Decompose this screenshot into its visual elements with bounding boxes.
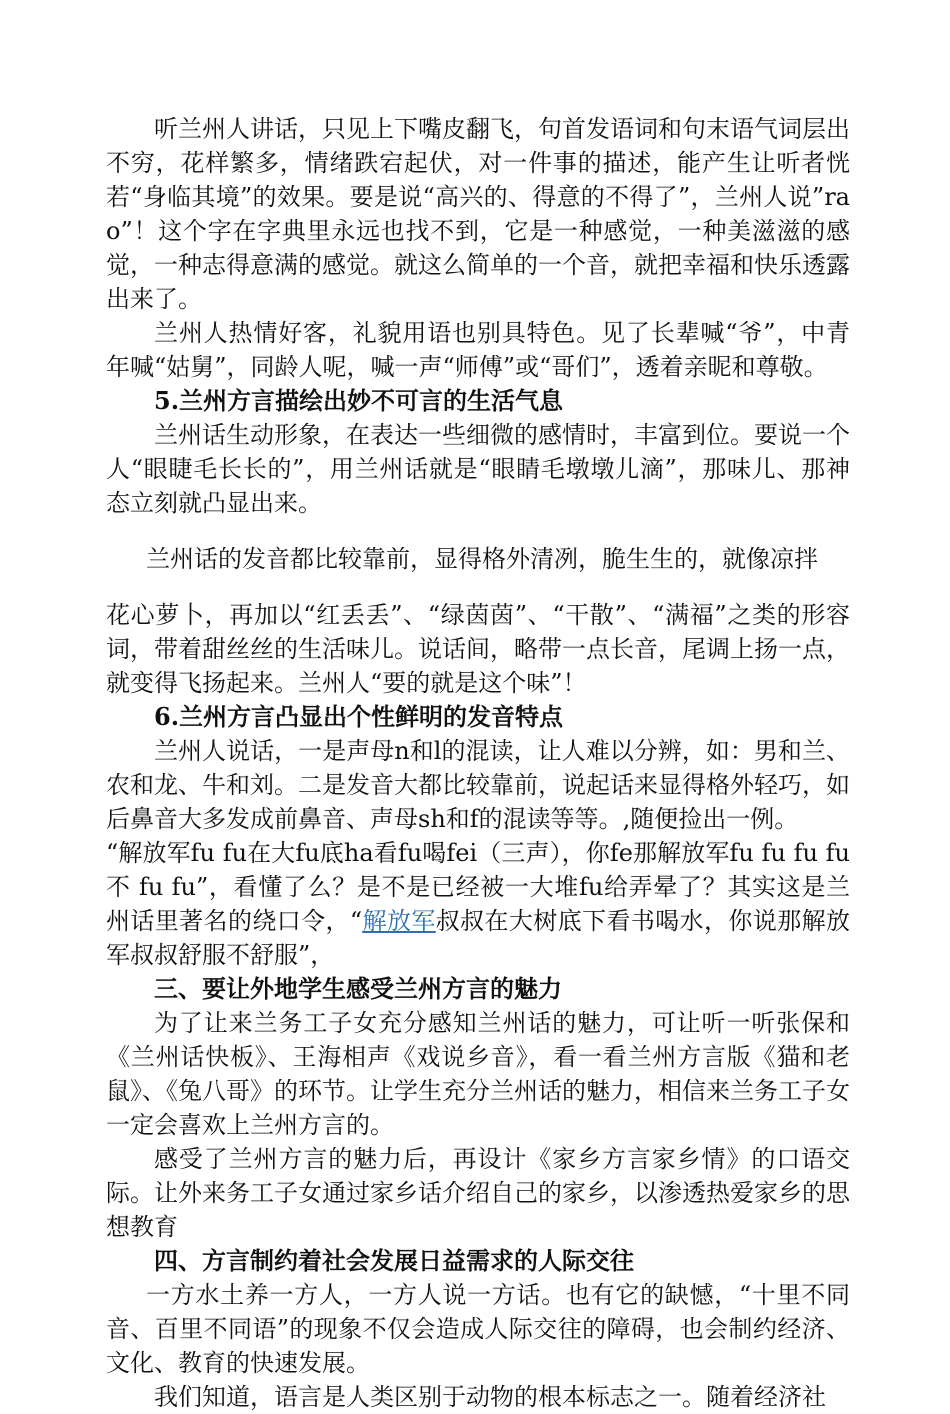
tongue-twister-text: “解放军fu fu在大fu底ha看fu喝fei（三声），你fe那解放军fu fu fu fu 不 fu fu”，看懂了么？是不是已经被一大堆fu给弄晕了？其实这是兰州话里著名的绕口令，“ (106, 839, 850, 935)
paragraph-pronunciation-line: 兰州话的发音都比较靠前，显得格外清冽，脆生生的，就像凉拌 (146, 545, 818, 573)
paragraph-vivid-expression: 兰州话生动形象，在表达一些细微的感情时，丰富到位。要说一个人“眼睫毛长长的”，用兰州话就是“眼睛毛墩墩儿滴”，那味儿、那神态立刻就凸显出来。 (106, 421, 850, 517)
tongue-twister-end: 叔叔在大树底下看书喝水，你说那解放军叔叔舒服不舒服”， (106, 907, 850, 969)
paragraph-speech-style: 听兰州人讲话，只见上下嘴皮翻飞，句首发语词和句末语气词层出不穷，花样繁多，情绪跌宕起伏，对一件事的描述，能产生让听者恍若“身临其境”的效果。要是说“高兴的、得意的不得了”，兰州人说”rao”！这个字在字典里永远也找不到，它是一种感觉，一种美滋滋的感觉，一种志得意满的感觉。就这么简单的一个音，就把幸福和快乐透露出来了。 (106, 115, 850, 313)
paragraph-language-role: 我们知道，语言是人类区别于动物的根本标志之一。随着经济社 (154, 1383, 826, 1411)
jiefangjun-link[interactable]: 解放军 (362, 907, 436, 935)
paragraph-dialect-charm: 为了让来兰务工子女充分感知兰州话的魅力，可让听一听张保和《兰州话快板》、王海相声《戏说乡音》，看一看兰州方言版《猫和老鼠》、《兔八哥》的环节。让学生充分兰州话的魅力，相信来兰务工子女一定会喜欢上兰州方言的。 (106, 1009, 850, 1139)
paragraph-politeness: 兰州人热情好客，礼貌用语也别具特色。见了长辈喊“爷”，中青年喊“姑舅”，同龄人呢，喊一声“师傅”或“哥们”，透着亲昵和尊敬。 (106, 319, 850, 381)
paragraph-adjectives: 花心萝卜，再加以“红丢丢”、“绿茵茵”、“干散”、“满福”之类的形容词，带着甜丝丝的生活味儿。说话间，略带一点长音，尾调上扬一点，就变得飞扬起来。兰州人“要的就是这个味”！ (106, 601, 850, 697)
heading-section-three: 三、要让外地学生感受兰州方言的魅力 (154, 974, 562, 1003)
paragraph-dialect-limits: 一方水土养一方人，一方人说一方话。也有它的缺憾，“十里不同音、百里不同语”的现象不仅会造成人际交往的障碍，也会制约经济、文化、教育的快速发展。 (106, 1281, 850, 1377)
heading-section-four: 四、方言制约着社会发展日益需求的人际交往 (154, 1246, 634, 1275)
heading-section-6: 6.兰州方言凸显出个性鲜明的发音特点 (154, 702, 564, 731)
paragraph-phonetic-features: 兰州人说话，一是声母n和l的混读，让人难以分辨，如：男和兰、农和龙、牛和刘。二是发音大都比较靠前，说起话来显得格外轻巧，如后鼻音大多发成前鼻音、声母sh和f的混读等等。,随便捡出一例。 (106, 737, 850, 833)
paragraph-oral-communication: 感受了兰州方言的魅力后，再设计《家乡方言家乡情》的口语交际。让外来务工子女通过家乡话介绍自己的家乡，以渗透热爱家乡的思想教育 (106, 1145, 850, 1241)
paragraph-tongue-twister (106, 836, 850, 972)
heading-section-5: 5.兰州方言描绘出妙不可言的生活气息 (154, 386, 564, 415)
